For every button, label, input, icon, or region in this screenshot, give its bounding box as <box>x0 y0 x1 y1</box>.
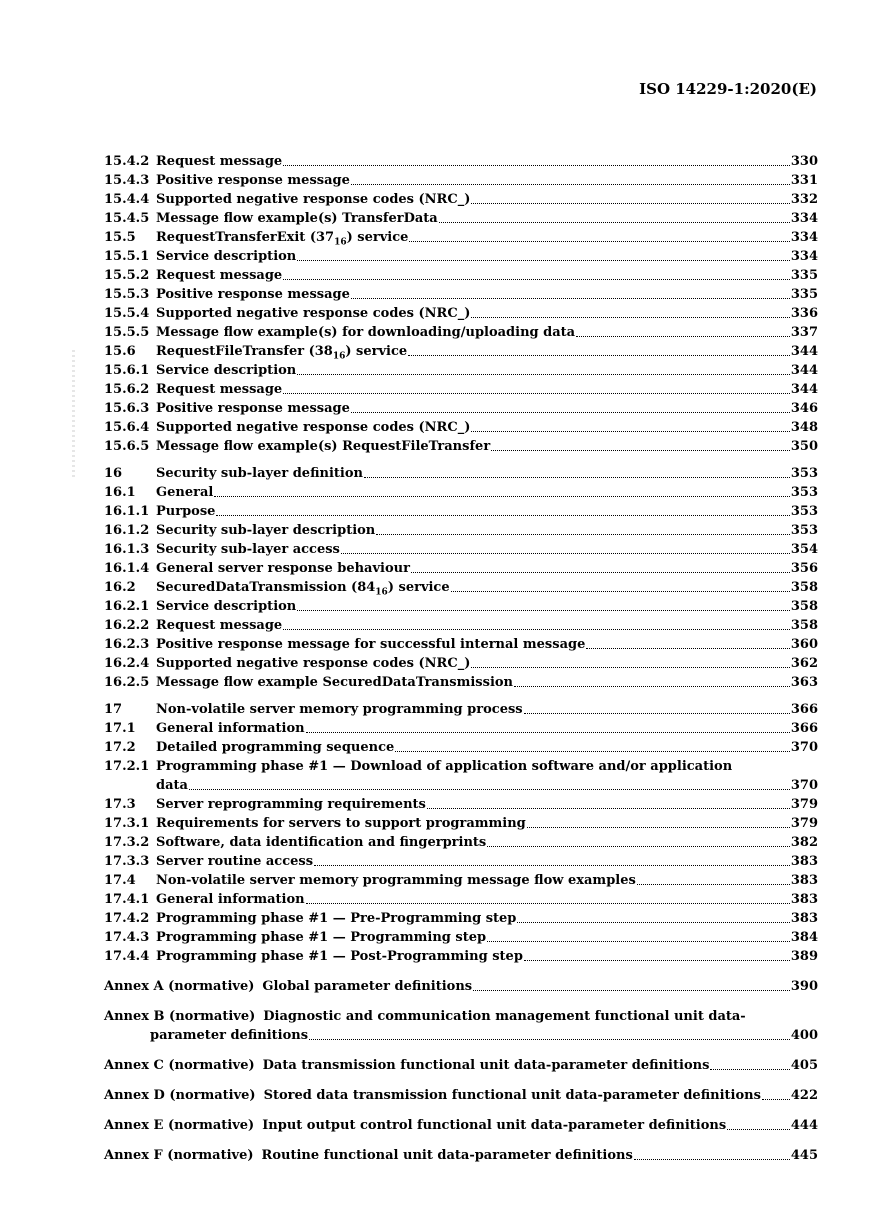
toc-entry[interactable] <box>104 323 818 342</box>
page-number: 348 <box>790 420 818 435</box>
subscript-base: 16 <box>375 587 388 598</box>
toc-entry[interactable] <box>104 483 818 502</box>
section-title <box>156 483 213 502</box>
section-title <box>156 795 426 814</box>
dot-leader <box>471 202 790 204</box>
section-title-text: Message flow example(s) RequestFileTransfer <box>156 439 491 454</box>
toc-entry[interactable] <box>104 521 818 540</box>
page-number: 363 <box>790 675 818 690</box>
section-number: 16.2 <box>104 580 136 595</box>
annex-title: Stored data transmission functional unit data-parameter definitions <box>263 1088 761 1103</box>
page-number: 335 <box>790 287 818 302</box>
dot-leader <box>351 297 790 299</box>
section-title <box>156 464 363 483</box>
toc-entry[interactable] <box>104 266 818 285</box>
dot-leader <box>376 533 790 535</box>
section-number: 17.4.3 <box>104 930 150 945</box>
section-title-text: Request message <box>156 268 283 283</box>
toc-entry[interactable] <box>104 833 818 852</box>
section-title <box>156 852 313 871</box>
dot-leader <box>214 495 790 497</box>
section-title <box>156 738 394 757</box>
section-number: 15.5 <box>104 230 136 245</box>
section-number: 16.2.1 <box>104 599 150 614</box>
annex-label: Annex B (normative) <box>104 1009 256 1024</box>
page-number: 353 <box>790 523 818 538</box>
toc-entry[interactable] <box>104 673 818 692</box>
section-number: 15.4.5 <box>104 211 150 226</box>
section-title-text: Programming phase #1 — Post-Programming step <box>156 949 523 964</box>
section-number: 17.4.1 <box>104 892 150 907</box>
page-number: 362 <box>790 656 818 671</box>
section-title-text: Programming phase #1 — Programming step <box>156 930 487 945</box>
section-number: 16.1.1 <box>104 504 150 519</box>
section-title <box>156 833 486 852</box>
dot-leader <box>514 685 790 687</box>
dot-leader <box>471 316 790 318</box>
section-number: 17.3.1 <box>104 816 150 831</box>
page-number: 346 <box>790 401 818 416</box>
dot-leader <box>524 712 790 714</box>
page-number: 330 <box>790 154 818 169</box>
dot-leader <box>216 514 789 516</box>
toc-entry[interactable] <box>104 928 818 947</box>
annex-entry[interactable] <box>104 1086 818 1105</box>
toc-entry[interactable] <box>104 464 818 483</box>
section-title-text: Request message <box>156 618 283 633</box>
section-title <box>156 559 410 578</box>
page-number: 445 <box>790 1148 818 1163</box>
section-title-text: RequestTransferExit (37 <box>156 230 335 245</box>
section-title-text: Requirements for servers to support programming <box>156 816 526 831</box>
annex-title: Input output control functional unit data-parameter definitions <box>262 1118 727 1133</box>
annex-entry[interactable] <box>104 1146 818 1165</box>
section-title <box>156 597 296 616</box>
section-number: 15.5.3 <box>104 287 150 302</box>
section-title-suffix: ) service <box>387 580 450 595</box>
section-title-text: Positive response message <box>156 287 350 302</box>
dot-leader <box>637 883 790 885</box>
page-number: 334 <box>790 211 818 226</box>
toc-entry[interactable] <box>104 228 818 247</box>
dot-leader <box>491 449 790 451</box>
toc-entry[interactable] <box>104 795 818 814</box>
section-number: 17.4.4 <box>104 949 150 964</box>
toc-entry[interactable] <box>104 738 818 757</box>
section-title <box>156 437 490 456</box>
page-number: 383 <box>790 911 818 926</box>
annex-title: Diagnostic and communication management functional unit data- <box>263 1009 746 1024</box>
dot-leader <box>283 164 790 166</box>
section-title-text: Service description <box>156 599 297 614</box>
section-title <box>156 909 516 928</box>
dot-leader <box>341 552 790 554</box>
toc-entry[interactable] <box>104 578 818 597</box>
toc-entry[interactable] <box>104 361 818 380</box>
dot-leader <box>409 240 789 242</box>
section-title-text: RequestFileTransfer (38 <box>156 344 333 359</box>
section-number: 15.6.4 <box>104 420 150 435</box>
dot-leader <box>762 1098 790 1100</box>
toc-entry[interactable] <box>104 871 818 890</box>
section-title <box>156 521 375 540</box>
toc-entry[interactable] <box>104 247 818 266</box>
dot-leader <box>471 430 790 432</box>
section-title <box>156 304 470 323</box>
annex-label: Annex F (normative) <box>104 1148 254 1163</box>
section-title-text: Request message <box>156 382 283 397</box>
section-number: 15.5.1 <box>104 249 150 264</box>
section-number: 15.5.5 <box>104 325 150 340</box>
toc-entry[interactable] <box>104 171 818 190</box>
section-title <box>156 635 585 654</box>
toc-entry[interactable] <box>104 559 818 578</box>
section-title-suffix: ) service <box>346 230 409 245</box>
toc-entry[interactable] <box>104 502 818 521</box>
section-title <box>156 152 282 171</box>
page-number: 358 <box>790 599 818 614</box>
section-title <box>156 616 282 635</box>
section-number: 17.3.2 <box>104 835 150 850</box>
toc-entry[interactable] <box>104 285 818 304</box>
annex-entry[interactable] <box>104 1116 818 1135</box>
annex-entry[interactable] <box>104 1007 818 1026</box>
toc-entry[interactable] <box>104 947 818 966</box>
dot-leader <box>727 1128 790 1130</box>
section-title <box>156 700 523 719</box>
section-number: 16.1 <box>104 485 136 500</box>
section-title <box>156 871 636 890</box>
section-title <box>156 361 296 380</box>
dot-leader <box>524 959 790 961</box>
section-title-text: Non-volatile server memory programming message flow examples <box>156 873 636 888</box>
section-title <box>156 890 305 909</box>
toc-entry[interactable] <box>104 304 818 323</box>
section-number: 15.6 <box>104 344 136 359</box>
annex-label: Annex D (normative) <box>104 1088 256 1103</box>
dot-leader <box>395 750 790 752</box>
page-number: 356 <box>790 561 818 576</box>
section-number: 16.2.5 <box>104 675 150 690</box>
section-number: 17.4.2 <box>104 911 150 926</box>
section-number: 15.4.2 <box>104 154 150 169</box>
page-number: 353 <box>790 504 818 519</box>
toc-entry[interactable] <box>104 418 818 437</box>
document-header-id: ISO 14229-1:2020(E) <box>639 80 817 98</box>
section-number: 15.6.1 <box>104 363 150 378</box>
page-number: 344 <box>790 344 818 359</box>
section-number: 17.2 <box>104 740 136 755</box>
section-number: 17.2.1 <box>104 759 150 774</box>
section-number: 16.2.4 <box>104 656 150 671</box>
dot-leader <box>297 373 790 375</box>
page-number: 405 <box>790 1058 818 1073</box>
dot-leader <box>527 826 790 828</box>
section-number: 17.1 <box>104 721 136 736</box>
section-title-text: Supported negative response codes (NRC_) <box>156 656 471 671</box>
section-title-text: Software, data identification and fingerprints <box>156 835 487 850</box>
dot-leader <box>283 278 790 280</box>
subscript-base: 16 <box>334 237 347 248</box>
table-of-contents <box>104 152 818 1165</box>
section-title-suffix: ) service <box>345 344 408 359</box>
section-title-text: Positive response message <box>156 401 350 416</box>
page-number: 422 <box>790 1088 818 1103</box>
section-title-text: General <box>156 485 214 500</box>
section-title-text: Message flow example(s) TransferData <box>156 211 438 226</box>
page-number: 400 <box>790 1028 818 1043</box>
section-title-text: General information <box>156 721 305 736</box>
annex-entry[interactable] <box>104 1056 818 1075</box>
toc-entry[interactable] <box>104 909 818 928</box>
toc-entry[interactable] <box>104 380 818 399</box>
page-number: 366 <box>790 702 818 717</box>
section-number: 17 <box>104 702 123 717</box>
toc-entry[interactable] <box>104 719 818 738</box>
section-title-text: Supported negative response codes (NRC_) <box>156 306 471 321</box>
toc-entry[interactable] <box>104 209 818 228</box>
section-title <box>156 502 215 521</box>
dot-leader <box>283 628 790 630</box>
dot-leader <box>351 183 790 185</box>
subscript-base: 16 <box>332 351 346 362</box>
page-number: 353 <box>790 485 818 500</box>
section-number: 15.4.4 <box>104 192 150 207</box>
dot-leader <box>473 989 790 991</box>
section-title-text: Purpose <box>156 504 216 519</box>
section-title-text: Programming phase #1 — Pre-Programming step <box>156 911 517 926</box>
section-title <box>156 171 350 190</box>
section-number: 15.5.2 <box>104 268 150 283</box>
section-number: 15.6.5 <box>104 439 150 454</box>
dot-leader <box>634 1158 790 1160</box>
dot-leader <box>487 940 790 942</box>
section-number: 16.1.3 <box>104 542 150 557</box>
section-title-text: Security sub-layer description <box>156 523 376 538</box>
page-number: 334 <box>790 230 818 245</box>
page-number: 353 <box>790 466 818 481</box>
toc-entry[interactable] <box>104 814 818 833</box>
section-title: Programming phase #1 — Download of application software and/or application <box>156 759 733 774</box>
section-title-text: General information <box>156 892 305 907</box>
page-number: 335 <box>790 268 818 283</box>
dot-leader <box>471 666 790 668</box>
section-title <box>156 380 282 399</box>
section-title-text: Supported negative response codes (NRC_) <box>156 420 471 435</box>
page-number: 358 <box>790 618 818 633</box>
page-number: 379 <box>790 816 818 831</box>
section-title <box>156 285 350 304</box>
dot-leader <box>309 1038 790 1040</box>
dot-leader <box>306 731 790 733</box>
annex-label: Annex C (normative) <box>104 1058 255 1073</box>
page-number: 350 <box>790 439 818 454</box>
section-title <box>156 673 513 692</box>
dot-leader <box>364 476 790 478</box>
toc-entry[interactable] <box>104 852 818 871</box>
annex-entry[interactable] <box>104 977 818 996</box>
page-number: 344 <box>790 363 818 378</box>
dot-leader <box>487 845 790 847</box>
scan-artifact <box>72 350 75 480</box>
toc-entry[interactable] <box>104 190 818 209</box>
section-title-text: Detailed programming sequence <box>156 740 395 755</box>
toc-entry[interactable] <box>104 399 818 418</box>
toc-entry[interactable] <box>104 540 818 559</box>
section-number: 16.2.3 <box>104 637 150 652</box>
toc-entry[interactable] <box>104 757 818 776</box>
section-title-text: Supported negative response codes (NRC_) <box>156 192 471 207</box>
toc-entry[interactable] <box>104 700 818 719</box>
annex-title: Global parameter definitions <box>262 979 473 994</box>
page-number: 379 <box>790 797 818 812</box>
toc-entry-continuation[interactable] <box>104 776 818 795</box>
section-title <box>156 247 296 266</box>
dot-leader <box>351 411 790 413</box>
section-title-text: Non-volatile server memory programming process <box>156 702 523 717</box>
section-title <box>156 399 350 418</box>
page-number: 384 <box>790 930 818 945</box>
page-number: 383 <box>790 892 818 907</box>
section-title <box>156 266 282 285</box>
page-number: 444 <box>790 1118 818 1133</box>
section-title <box>156 209 438 228</box>
section-title-text: Security sub-layer access <box>156 542 340 557</box>
dot-leader <box>297 259 790 261</box>
page-number: 337 <box>790 325 818 340</box>
section-title <box>156 540 340 559</box>
section-number: 16.2.2 <box>104 618 150 633</box>
annex-title: Data transmission functional unit data-parameter definitions <box>262 1058 710 1073</box>
toc-entry[interactable] <box>104 616 818 635</box>
dot-leader <box>283 392 790 394</box>
toc-entry[interactable] <box>104 437 818 456</box>
section-number: 16.1.4 <box>104 561 150 576</box>
section-title <box>156 190 470 209</box>
page-number: 383 <box>790 873 818 888</box>
dot-leader <box>189 788 790 790</box>
page-number: 382 <box>790 835 818 850</box>
section-number: 17.4 <box>104 873 136 888</box>
page-number: 390 <box>790 979 818 994</box>
section-title-text: Server routine access <box>156 854 314 869</box>
annex-title-continued: parameter definitions <box>150 1028 309 1043</box>
section-title-text: General server response behaviour <box>156 561 410 576</box>
dot-leader <box>710 1068 789 1070</box>
dot-leader <box>297 609 790 611</box>
dot-leader <box>411 571 790 573</box>
section-title-continued: data <box>156 778 188 793</box>
section-title-text: Request message <box>156 154 283 169</box>
dot-leader <box>586 647 790 649</box>
toc-entry[interactable] <box>104 597 818 616</box>
page-number: 370 <box>790 740 818 755</box>
section-number: 16.1.2 <box>104 523 150 538</box>
section-title-text: Security sub-layer definition <box>156 466 363 481</box>
page-number: 370 <box>790 778 818 793</box>
section-number: 15.6.2 <box>104 382 150 397</box>
page-number: 336 <box>790 306 818 321</box>
section-title-text: Message flow example(s) for downloading/uploading data <box>156 325 576 340</box>
section-title <box>156 814 526 833</box>
page-number: 358 <box>790 580 818 595</box>
section-title <box>156 654 470 673</box>
page-number: 354 <box>790 542 818 557</box>
section-title-text: Server reprogramming requirements <box>156 797 426 812</box>
section-title-text: Positive response message <box>156 173 350 188</box>
annex-entry-continuation[interactable] <box>104 1026 818 1045</box>
section-title <box>156 323 575 342</box>
page-number: 334 <box>790 249 818 264</box>
section-title <box>156 947 523 966</box>
toc-entry[interactable] <box>104 654 818 673</box>
section-number: 15.4.3 <box>104 173 150 188</box>
section-title-text: Message flow example SecuredDataTransmission <box>156 675 513 690</box>
section-title-text: SecuredDataTransmission (84 <box>156 580 376 595</box>
dot-leader <box>576 335 790 337</box>
dot-leader <box>408 354 790 356</box>
dot-leader <box>517 921 789 923</box>
section-title-text: Service description <box>156 249 297 264</box>
dot-leader <box>439 221 790 223</box>
annex-label: Annex A (normative) <box>104 979 255 994</box>
page-number: 344 <box>790 382 818 397</box>
page-number: 332 <box>790 192 818 207</box>
toc-entry[interactable] <box>104 635 818 654</box>
section-title <box>156 719 305 738</box>
page-number: 366 <box>790 721 818 736</box>
annex-label: Annex E (normative) <box>104 1118 255 1133</box>
page-number: 331 <box>790 173 818 188</box>
dot-leader <box>451 590 790 592</box>
section-title-text: Positive response message for successful internal message <box>156 637 586 652</box>
toc-entry[interactable] <box>104 152 818 171</box>
toc-entry[interactable] <box>104 342 818 361</box>
toc-entry[interactable] <box>104 890 818 909</box>
section-number: 17.3 <box>104 797 136 812</box>
page-number: 389 <box>790 949 818 964</box>
annex-title: Routine functional unit data-parameter definitions <box>261 1148 633 1163</box>
dot-leader <box>306 902 790 904</box>
section-title <box>156 928 486 947</box>
section-number: 15.5.4 <box>104 306 150 321</box>
section-number: 16 <box>104 466 123 481</box>
section-title-text: Service description <box>156 363 297 378</box>
section-number: 17.3.3 <box>104 854 150 869</box>
dot-leader <box>427 807 790 809</box>
page-number: 360 <box>790 637 818 652</box>
section-title <box>156 418 470 437</box>
page-number: 383 <box>790 854 818 869</box>
dot-leader <box>314 864 790 866</box>
section-number: 15.6.3 <box>104 401 150 416</box>
